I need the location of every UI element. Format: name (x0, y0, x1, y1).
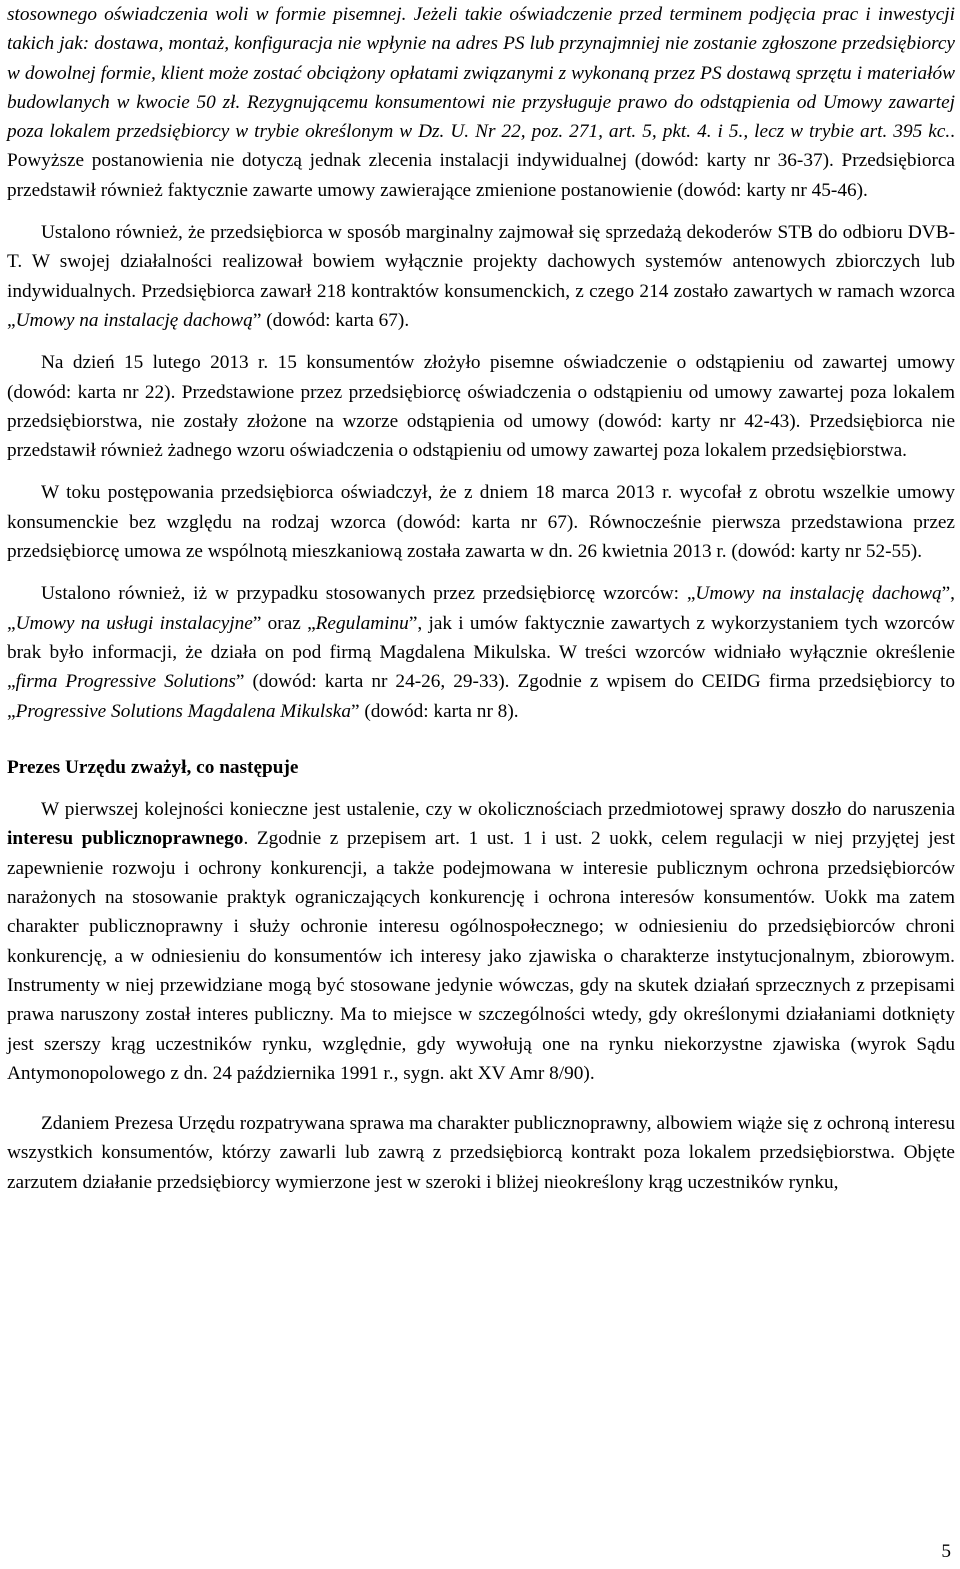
paragraph-withdrawal-statements (7, 348, 955, 465)
text-run: ” (dowód: karta nr 24-26, 29-33). Zgodnie z wpisem do CEIDG firma przedsiębiorcy to „ (7, 671, 956, 722)
text-run: Progressive Solutions Magdalena Mikulska (15, 700, 351, 722)
text-run: Na dzień 15 lutego 2013 r. 15 konsumentów złożyło pisemne oświadczenie o odstąpieniu od zawartej umowy (dowód: karta nr 22). Przedstawione przez przedsiębiorcę oświadczenia o odstąpieniu od umowy zawartej poza lokalem przedsiębiorstwa, nie zostały złożone na wzorze odstąpienia od umowy (dowód: karty nr 42-43). Przedsiębiorca nie przedstawił również żadnego wzoru oświadczenia o odstąpieniu od umowy zawartej poza lokalem przedsiębiorstwa. (7, 352, 955, 462)
paragraph-proceedings (7, 478, 955, 566)
text-run: stosownego oświadczenia woli w formie pisemnej. Jeżeli takie oświadczenie przed terminem podjęcia prac i inwestycji takich jak: dostawa, montaż, konfiguracja nie wpłynie na adres PS lub przynajmniej nie zostanie zgłoszone przedsiębiorcy w dowolnej formie, klient może zostać obciążony opłatami związanymi z wykonaną przez PS dostawą sprzętu i materiałów budowlanych w kwocie 50 zł. Rezygnującemu konsumentowi nie przysługuje prawo do odstąpienia od Umowy zawartej poza lokalem przedsiębiorcy w trybie określonym w Dz. U. Nr 22, poz. 271, art. 5, pkt. 4. i 5., lecz w trybie art. 395 kc. (7, 4, 955, 143)
text-run: Zdaniem Prezesa Urzędu rozpatrywana sprawa ma charakter publicznoprawny, albowiem wiąże się z ochroną interesu wszystkich konsumentów, którzy zawarli lub zawrą z przedsiębiorcą kontrakt poza lokalem przedsiębiorstwa. Objęte zarzutem działanie przedsiębiorcy wymierzone jest w szeroki i bliżej nieokreślony krąg uczestników rynku, (7, 1113, 955, 1193)
page-number: 5 (941, 1541, 951, 1562)
paragraph-templates (7, 579, 955, 725)
paragraph-stb-decoders (7, 218, 955, 335)
text-run: firma Progressive Solutions (15, 671, 236, 693)
paragraph-continuation (7, 0, 955, 205)
text-run: interesu publicznoprawnego (7, 828, 244, 850)
section-heading: Prezes Urzędu zważył, co następuje (7, 756, 299, 778)
paragraph-president-opinion (7, 1109, 955, 1197)
text-run: ”, jak i umów faktycznie zawartych z wykorzystaniem tych wzorców brak było informacji, że działa on pod firmą Magdalena Mikulska. W treści wzorców widniało wyłącznie określenie „ (7, 612, 955, 693)
text-run: Umowy na instalację dachową (695, 583, 942, 605)
text-run: . Powyższe postanowienia nie dotyczą jednak zlecenia instalacji indywidualnej (dowód: karty nr 36-37). Przedsiębiorca przedstawił również faktycznie zawarte umowy zawierające zmienione postanowienie (dowód: karty nr 45-46). (7, 121, 955, 201)
text-run: Ustalono również, iż w przypadku stosowanych przez przedsiębiorcę wzorców: „ (41, 583, 696, 605)
text-run: ” (dowód: karta 67). (252, 309, 410, 331)
text-run: Ustalono również, że przedsiębiorca w sposób marginalny zajmował się sprzedażą dekoderów STB do odbioru DVB-T. W swojej działalności realizował bowiem wyłącznie projekty dachowych systemów antenowych zbiorczych lub indywidualnych. Przedsiębiorca zawarł 218 kontraktów konsumenckich, z czego 214 zostało zawartych w ramach wzorca „ (7, 222, 955, 331)
text-run: Umowy na instalację dachową (15, 309, 253, 331)
text-run: ” (dowód: karta nr 8). (350, 700, 519, 722)
document-body (7, 0, 955, 1197)
text-run: Regulaminu (315, 612, 409, 634)
text-run: Umowy na usługi instalacyjne (15, 612, 253, 634)
paragraph-public-interest (7, 795, 955, 1088)
text-run: ” oraz „ (252, 612, 316, 634)
text-run: ”, „ (7, 583, 955, 634)
text-run: W toku postępowania przedsiębiorca oświadczył, że z dniem 18 marca 2013 r. wycofał z obrotu wszelkie umowy konsumenckie bez względu na rodzaj wzorca (dowód: karta nr 67). Równocześnie pierwsza przedstawiona przez przedsiębiorcę umowa ze wspólnotą mieszkaniową została zawarta w dn. 26 kwietnia 2013 r. (dowód: karty nr 52-55). (7, 482, 955, 563)
text-run: . Zgodnie z przepisem art. 1 ust. 1 i ust. 2 uokk, celem regulacji w niej przyjętej jest zapewnienie rozwoju i ochrony konkurencji, a także podejmowana w interesie publicznym ochrona przedsiębiorców narażonych na stosowanie praktyk ograniczających konkurencję i ochrona interesów konsumentów. Uokk ma zatem charakter publicznoprawny i służy ochronie interesu ogólnospołecznego; w odniesieniu do przedsiębiorców chroni konkurencję, a w odniesieniu do konsumentów ich interesy jako zjawiska o charakterze instytucjonalnym, zbiorowym. Instrumenty w niej przewidziane mogą być stosowane jedynie wówczas, gdy na skutek działań sprzecznych z przepisami prawa naruszony został interes publiczny. Ma to miejsce w szczególności wtedy, gdy określonymi działaniami dotknięty jest szerszy krąg uczestników rynku, względnie, gdy wywołują one na rynku niekorzystne zjawiska (wyrok Sądu Antymonopolowego z dn. 24 października 1991 r., sygn. akt XV Amr 8/90). (7, 828, 955, 1084)
text-run: W pierwszej kolejności konieczne jest ustalenie, czy w okolicznościach przedmiotowej sprawy doszło do naruszenia (41, 799, 955, 821)
